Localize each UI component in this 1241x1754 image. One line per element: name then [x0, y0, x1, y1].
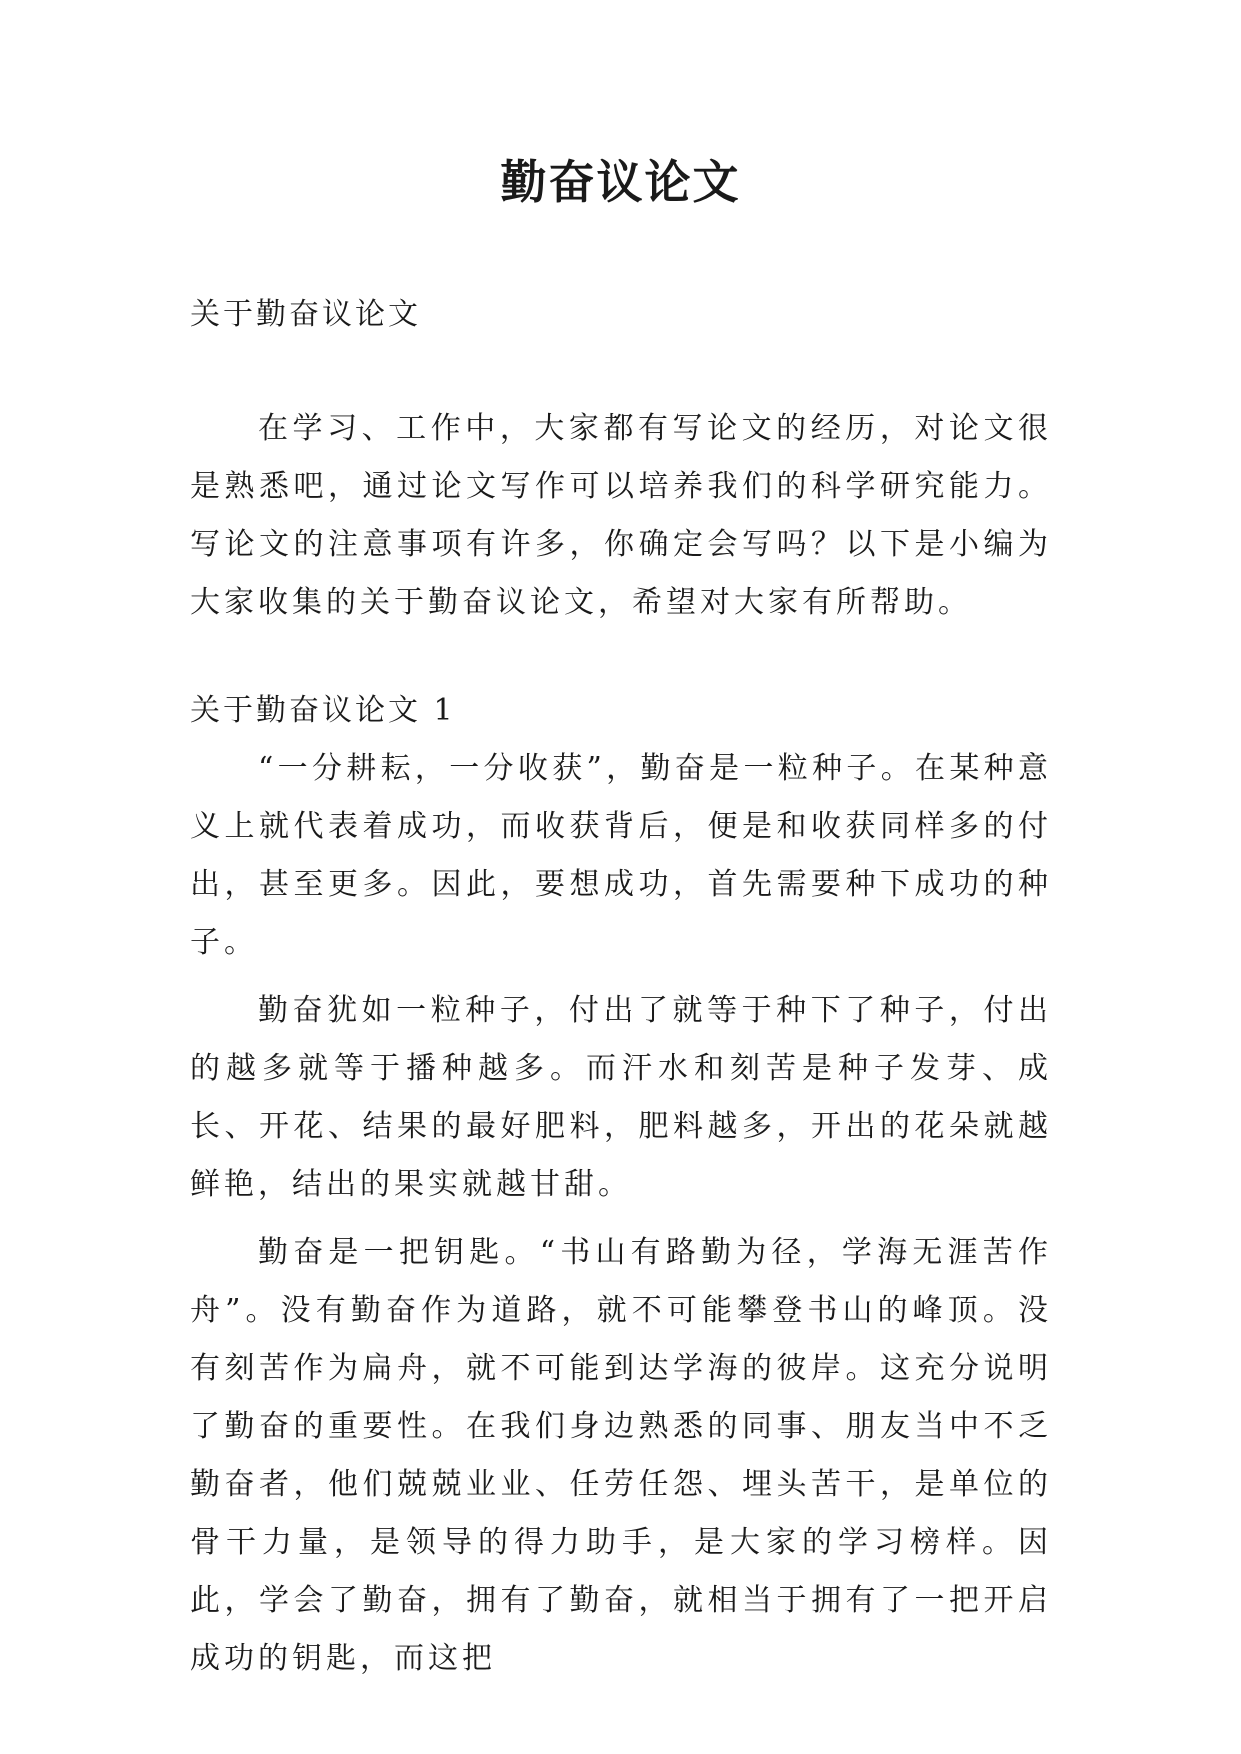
body-paragraph: 勤奋是一把钥匙。“书山有路勤为径，学海无涯苦作舟”。没有勤奋作为道路，就不可能攀登书山的峰顶。没有刻苦作为扁舟，就不可能到达学海的彼岸。这充分说明了勤奋的重要性。在我们身边熟悉的同事、朋友当中不乏勤奋者，他们兢兢业业、任劳任怨、埋头苦干，是单位的骨干力量，是领导的得力助手，是大家的学习榜样。因此，学会了勤奋，拥有了勤奋，就相当于拥有了一把开启成功的钥匙，而这把 — [190, 1235, 1052, 1676]
intro-paragraph: 在学习、工作中，大家都有写论文的经历，对论文很是熟悉吧，通过论文写作可以培养我们的科学研究能力。写论文的注意事项有许多，你确定会写吗？以下是小编为大家收集的关于勤奋议论文，希望对大家有所帮助。 — [190, 411, 1052, 620]
section-heading: 关于勤奋议论文 1 — [190, 693, 456, 728]
document-title: 勤奋议论文 — [500, 155, 741, 209]
document-body — [190, 286, 1052, 1688]
body-paragraph: “一分耕耘，一分收获”，勤奋是一粒种子。在某种意义上就代表着成功，而收获背后，便是和收获同样多的付出，甚至更多。因此，要想成功，首先需要种下成功的种子。 — [190, 751, 1052, 960]
document-subtitle: 关于勤奋议论文 — [190, 297, 421, 332]
body-paragraph: 勤奋犹如一粒种子，付出了就等于种下了种子，付出的越多就等于播种越多。而汗水和刻苦是种子发芽、成长、开花、结果的最好肥料，肥料越多，开出的花朵就越鲜艳，结出的果实就越甘甜。 — [190, 993, 1052, 1202]
